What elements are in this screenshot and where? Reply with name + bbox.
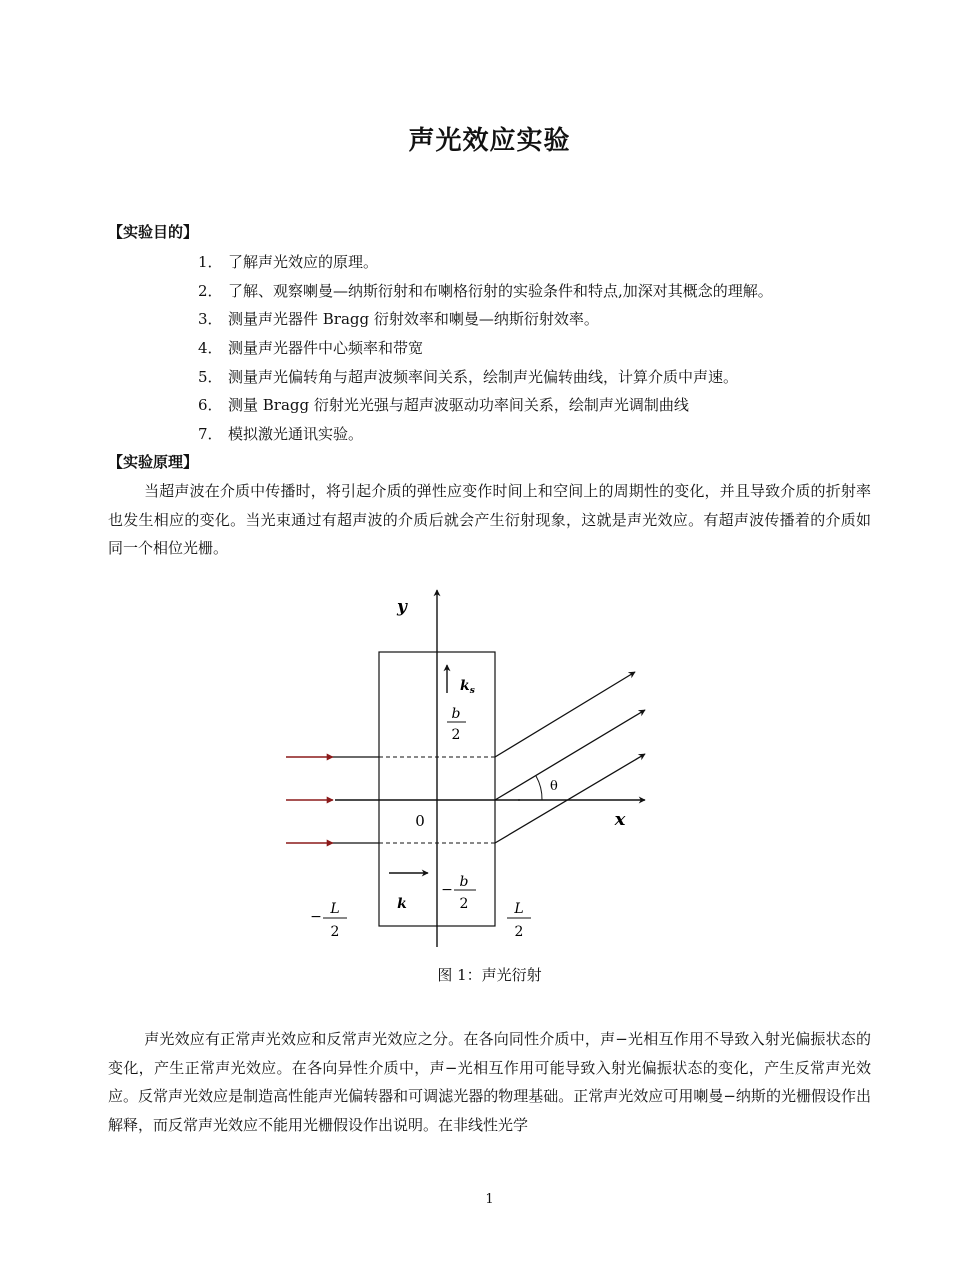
list-item-number: 6．: [198, 396, 223, 415]
minus-L-over-2-denominator: 2: [330, 924, 340, 940]
figure-caption: 图 1：声光衍射: [437, 966, 542, 984]
list-item-text: 了解声光效应的原理。: [228, 253, 379, 271]
diffracted-beam-middle: [495, 710, 645, 800]
list-item-number: 2．: [198, 281, 223, 300]
page-number: 1: [485, 1192, 494, 1207]
list-item-text: 模拟激光通讯实验。: [228, 425, 364, 444]
list-item: [198, 305, 773, 334]
y-axis-label: y: [397, 597, 407, 617]
list-item: [198, 334, 773, 363]
list-item-text: 测量 Bragg 衍射光光强与超声波驱动功率间关系，绘制声光调制曲线: [228, 396, 689, 415]
minus-b-over-2-sign: −: [441, 882, 453, 898]
theta-dot: [518, 799, 520, 801]
b-over-2-upper-denominator: 2: [451, 727, 461, 743]
page-title: 声光效应实验: [408, 126, 571, 156]
list-item-text: 了解、观察喇曼—纳斯衍射和布喇格衍射的实验条件和特点,加深对其概念的理解。: [228, 281, 773, 300]
list-item-number: 5．: [198, 367, 223, 386]
acousto-optic-diffraction-figure: [270, 580, 670, 955]
list-item-number: 1．: [198, 253, 223, 271]
list-item: [198, 420, 773, 449]
list-item-text: 测量声光器件中心频率和带宽: [228, 339, 424, 358]
list-item-number: 4．: [198, 339, 223, 358]
paragraph-intro-text: 当超声波在介质中传播时，将引起介质的弹性应变作时间上和空间上的周期性的变化，并且导致介质的折射率也发生相应的变化。当光束通过有超声波的介质后就会产生衍射现象，这就是声光效应。有超声波传播着的介质如同一个相位光栅。: [108, 482, 871, 557]
L-over-2-denominator: 2: [514, 924, 524, 940]
list-item: [198, 277, 773, 306]
minus-b-over-2-denominator: 2: [459, 896, 469, 912]
ks-label: $k_s$: [460, 678, 475, 696]
list-item-text: 测量声光器件 Bragg 衍射效率和喇曼—纳斯衍射效率。: [228, 310, 599, 329]
list-item-number: 3．: [198, 310, 223, 329]
list-item-number: 7．: [198, 425, 223, 444]
b-over-2-upper-numerator: b: [451, 706, 461, 722]
paragraph-intro: [108, 477, 871, 563]
list-item: [198, 363, 773, 392]
diffracted-beam-top: [495, 672, 635, 757]
list-item-text: 测量声光偏转角与超声波频率间关系，绘制声光偏转曲线，计算介质中声速。: [228, 367, 739, 386]
minus-b-over-2-numerator: b: [459, 874, 469, 890]
origin-label: 0: [415, 812, 425, 830]
section-heading-principle: 【实验原理】: [108, 453, 199, 471]
list-item: [198, 248, 773, 277]
minus-L-over-2-sign: −: [310, 909, 322, 925]
minus-L-over-2-numerator: L: [330, 901, 340, 917]
theta-label: θ: [550, 779, 558, 794]
list-item: [198, 391, 773, 420]
purpose-list: [198, 248, 773, 449]
paragraph-normal-abnormal: [108, 1025, 871, 1139]
theta-arc: [536, 776, 542, 800]
paragraph-normal-abnormal-text: 声光效应有正常声光效应和反常声光效应之分。在各向同性介质中，声−光相互作用不导致入射光偏振状态的变化，产生正常声光效应。在各向异性介质中，声−光相互作用可能导致入射光偏振状态的变化，产生反常声光效应。反常声光效应是制造高性能声光偏转器和可调滤光器的物理基础。正常声光效应可用喇曼−纳斯的光栅假设作出解释，而反常声光效应不能用光栅假设作出说明。在非线性光学: [108, 1030, 871, 1134]
k-label: k: [397, 896, 407, 912]
L-over-2-numerator: L: [514, 901, 524, 917]
x-axis-label: x: [614, 809, 626, 830]
section-heading-purpose: 【实验目的】: [108, 223, 199, 241]
